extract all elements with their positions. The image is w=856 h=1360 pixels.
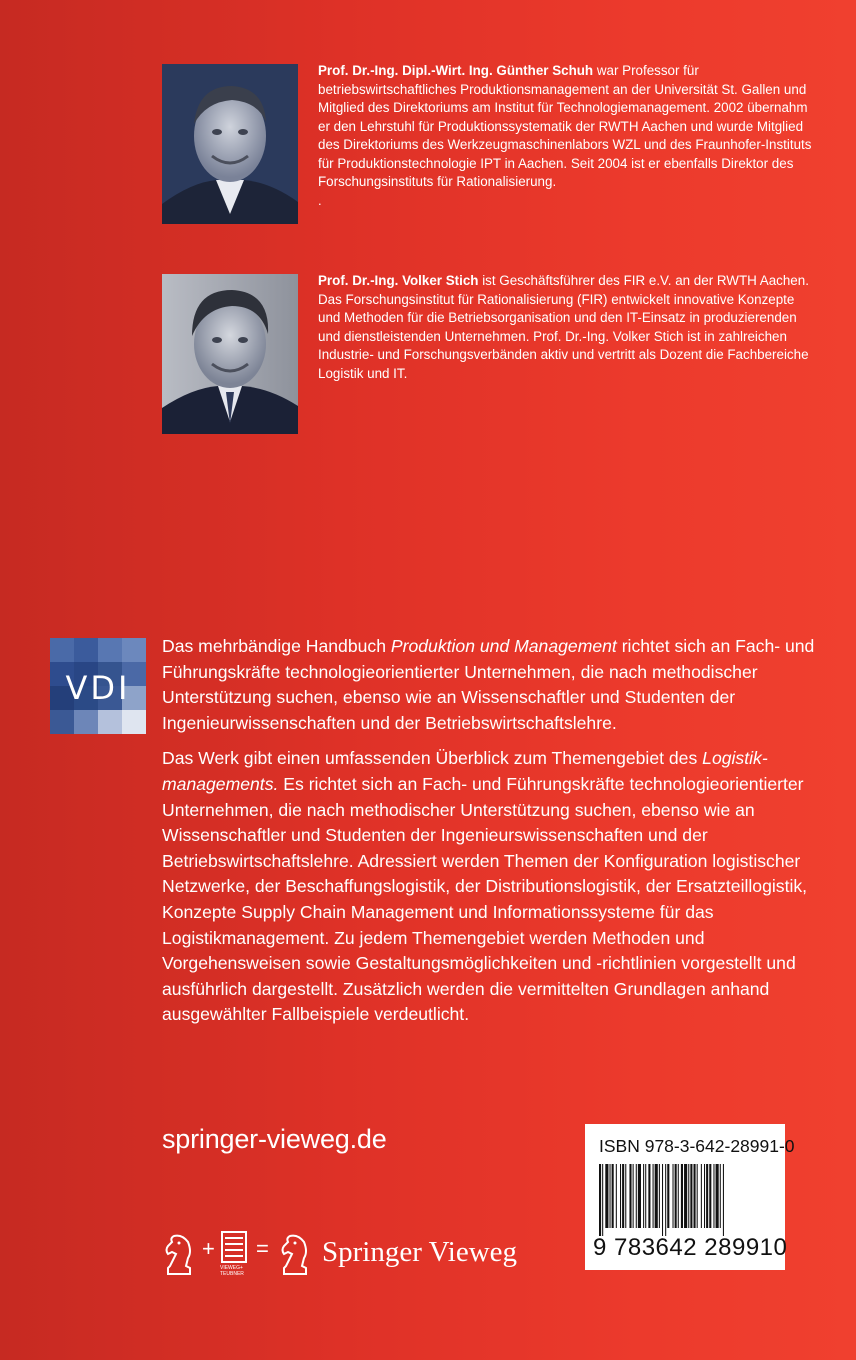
barcode-bar (629, 1164, 631, 1228)
desc-text: Das mehrbändige Handbuch (162, 636, 391, 656)
bio-trailing-dot: . (318, 192, 322, 208)
barcode-bar (709, 1164, 711, 1228)
barcode-bar (678, 1164, 679, 1228)
desc-text: Es richtet sich an Fach- und Führungskräfte technologieorientierter Unternehmen, die nach methodischer Unterstützung suchen, ebenso wie an Wissenschaftler und Studenten der Ingenieurswissenschaften und der Betriebswirtschaftslehre. Adressiert werden Themen der Konfiguration logistischer Netzwerke, der Beschaffungslogistik, der Distributionslogistik, der Ersatzteillogistik, Konzepte Supply Chain Management und Informationssysteme für das Logistikmanagement. Zu jedem Themengebiet werden Methoden und Vorgehensweisen sowie Gestaltungsmöglichkeiten und -richtlinien vorgestellt und ausführlich dargestellt. Zusätzlich werden die vermittelten Grundlagen anhand ausgewählter Fallbeispiele verdeutlicht. (162, 773, 808, 1025)
description-paragraph-2 (162, 746, 822, 1028)
barcode-bar (659, 1164, 660, 1228)
author-name: Prof. Dr.-Ing. Volker Stich (318, 273, 479, 288)
barcode-bar (681, 1164, 683, 1228)
barcode-bar (720, 1164, 721, 1228)
barcode-bar (602, 1164, 603, 1236)
plus-sign: + (202, 1236, 215, 1261)
barcode-bar (665, 1164, 666, 1236)
barcode-bar (633, 1164, 634, 1228)
publisher-logo-row (162, 1228, 542, 1284)
barcode-bar (622, 1164, 624, 1228)
vieweg-teubner-icon (220, 1230, 248, 1270)
barcode-bar (599, 1164, 601, 1236)
author-bio (318, 272, 818, 383)
vieweg-teubner-label: TEUBNER (220, 1271, 244, 1277)
book-description (162, 634, 822, 1038)
author-bio-text: war Professor für betriebswirtschaftliches Produktionsmanagement an der Universität St. Gallen und Mitglied des Direktoriums am Institut für Technologiemanagement. 2002 übernahm er den Lehrstuhl für Produktionssystematik der RWTH Aachen und wurde Mitglied des Direktoriums des Werkzeugmaschinenlabors WZL und des Fraunhofer-Instituts für Produktionstechnologie IPT in Aachen. Seit 2004 ist er ebenfalls Direktor des Forschungsinstituts für Rationalisierung. (318, 63, 812, 189)
barcode-bar (706, 1164, 708, 1228)
ean-digits: 9 783642 289910 (593, 1234, 788, 1261)
barcode-bar (723, 1164, 724, 1236)
barcode-bar (701, 1164, 702, 1228)
vdi-logo-text: VDI (65, 669, 131, 707)
isbn-number: ISBN 978-3-642-28991-0 (599, 1136, 795, 1156)
barcode-bar (694, 1164, 696, 1228)
barcode-bar (638, 1164, 641, 1228)
author-name: Prof. Dr.-Ing. Dipl.-Wirt. Ing. Günther Schuh (318, 63, 594, 78)
barcode-bars (593, 1164, 777, 1236)
barcode-bar (616, 1164, 617, 1228)
desc-text: richtet sich an Fach- und Führungskräfte technologieorientierter Unternehmen, die nach methodischer Unterstützung suchen, ebenso wie an Wissenschaftler und Studenten der Ingenieurwissenschaften und der Betriebswirtschaftslehre. (162, 636, 815, 733)
barcode-bar (643, 1164, 644, 1228)
author-bio (318, 62, 818, 210)
isbn-barcode (585, 1124, 795, 1270)
barcode-bar (636, 1164, 637, 1228)
springer-vieweg-wordmark: Springer Vieweg (322, 1236, 518, 1268)
barcode-bar (697, 1164, 698, 1228)
barcode-bar (625, 1164, 626, 1228)
barcode-bar (667, 1164, 669, 1228)
description-paragraph-1 (162, 634, 822, 736)
barcode-bar (662, 1164, 663, 1236)
barcode-bar (684, 1164, 687, 1228)
desc-text: Das Werk gibt einen umfassenden Überblick zum Themengebiet des (162, 748, 703, 769)
publisher-website: springer-vieweg.de (162, 1124, 387, 1154)
barcode-bar (713, 1164, 714, 1228)
equals-sign: = (256, 1236, 269, 1261)
barcode-bar (612, 1164, 614, 1228)
barcode-bar (648, 1164, 650, 1228)
springer-knight-icon (162, 1232, 196, 1276)
barcode-bar (653, 1164, 654, 1228)
author-bio-text: ist Geschäftsführer des FIR e.V. an der RWTH Aachen. Das Forschungsinstitut für Rationalisierung (FIR) entwickelt innovative Konzepte und Methoden für die Betriebsorganisation und den IT-Einsatz in produzierenden und dienstleistenden Unternehmen. Prof. Dr.-Ing. Volker Stich ist in zahlreichen Industrie- und Forschungsverbänden aktiv und vertritt als Dozent die Fachbereiche Logistik und IT. (318, 273, 809, 381)
portrait-photo-schuh (162, 64, 298, 224)
barcode-bar (688, 1164, 689, 1228)
vieweg-teubner-label: VIEWEG+ (220, 1265, 243, 1271)
barcode-bar (620, 1164, 621, 1228)
vdi-logo-icon (50, 638, 146, 734)
barcode-bar (716, 1164, 719, 1228)
barcode-bar (645, 1164, 646, 1228)
barcode-bar (675, 1164, 677, 1228)
springer-knight-icon (278, 1232, 312, 1276)
barcode-bar (610, 1164, 611, 1228)
desc-italic-title: Produktion und Management (390, 636, 617, 656)
desc-italic-topic: Logistikmanagements. (162, 748, 768, 794)
barcode-bar (690, 1164, 692, 1228)
portrait-photo-stich (162, 274, 298, 434)
barcode-bar (704, 1164, 705, 1228)
barcode-bar (655, 1164, 658, 1228)
barcode-bar (605, 1164, 608, 1228)
barcode-bar (673, 1164, 674, 1228)
